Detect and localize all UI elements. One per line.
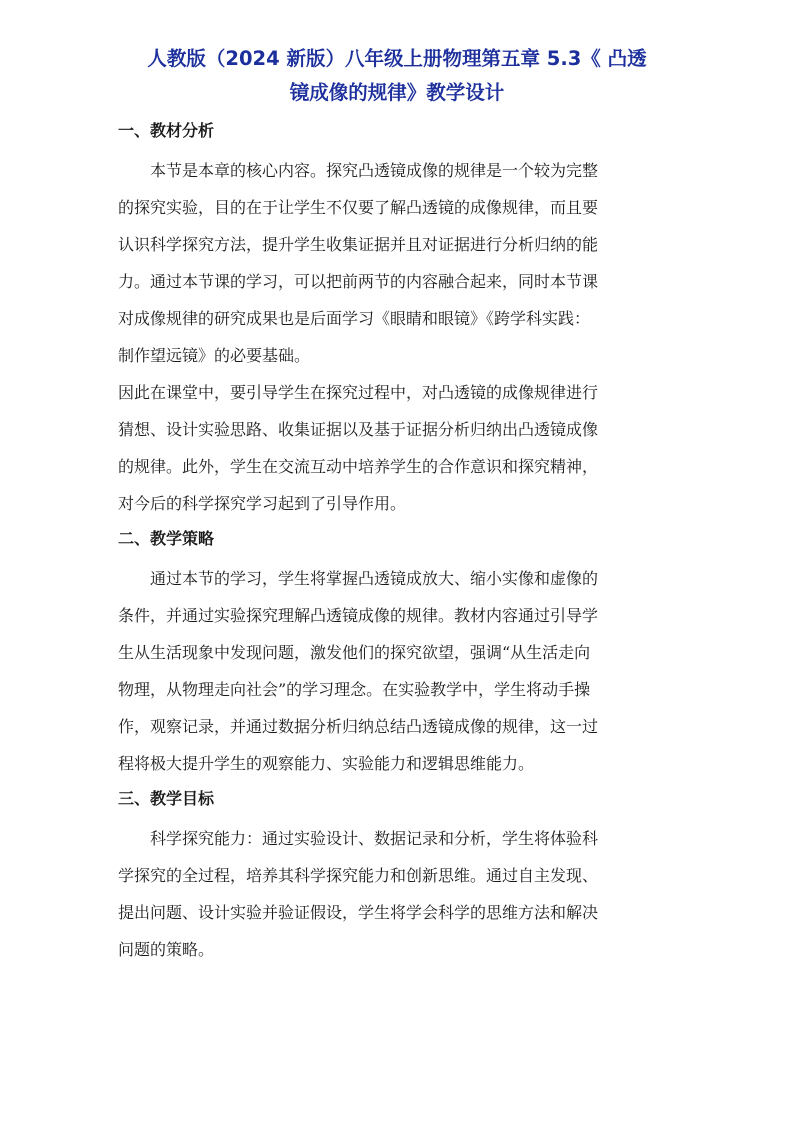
text-line: 对成像规律的研究成果也是后面学习《眼睛和眼镜》《跨学科实践：: [118, 309, 591, 328]
text-line: 的探究实验，目的在于让学生不仅要了解凸透镜的成像规律，而且要: [118, 198, 599, 217]
text-line: 科学探究能力：通过实验设计、数据记录和分析，学生将体验科: [150, 829, 599, 848]
text-line: 因此在课堂中，要引导学生在探究过程中，对凸透镜的成像规律进行: [118, 383, 599, 402]
paragraph: [118, 152, 676, 374]
title-line-2: 镜成像的规律》教学设计: [289, 81, 505, 104]
paragraph: [118, 374, 676, 522]
text-line: 提出问题、设计实验并验证假设，学生将学会科学的思维方法和解决: [118, 903, 599, 922]
text-line: 物理，从物理走向社会”的学习理念。在实验教学中，学生将动手操: [118, 680, 591, 699]
text-line: 力。通过本节课的学习，可以把前两节的内容融合起来，同时本节课: [118, 272, 599, 291]
section-heading-textbook-analysis: 一、教材分析: [118, 121, 215, 140]
document-title: [118, 42, 676, 110]
text-line: 的规律。此外，学生在交流互动中培养学生的合作意识和探究精神，: [118, 457, 599, 476]
title-line-1: 人教版（2024 新版）八年级上册物理第五章 5.3《 凸透: [147, 47, 647, 70]
text-line: 程将极大提升学生的观察能力、实验能力和逻辑思维能力。: [118, 754, 535, 773]
text-line: 问题的策略。: [118, 940, 215, 959]
text-line: 制作望远镜》的必要基础。: [118, 346, 311, 365]
text-line: 学探究的全过程，培养其科学探究能力和创新思维。通过自主发现、: [118, 866, 599, 885]
text-line: 生从生活现象中发现问题，激发他们的探究欲望，强调“从生活走向: [118, 643, 591, 662]
text-line: 本节是本章的核心内容。探究凸透镜成像的规律是一个较为完整: [150, 161, 599, 180]
text-line: 猜想、设计实验思路、收集证据以及基于证据分析归纳出凸透镜成像: [118, 420, 599, 439]
text-line: 条件，并通过实验探究理解凸透镜成像的规律。教材内容通过引导学: [118, 606, 599, 625]
text-line: 通过本节的学习，学生将掌握凸透镜成放大、缩小实像和虚像的: [150, 569, 599, 588]
text-line: 认识科学探究方法，提升学生收集证据并且对证据进行分析归纳的能: [118, 235, 599, 254]
text-line: 对今后的科学探究学习起到了引导作用。: [118, 494, 407, 513]
paragraph: [118, 820, 676, 968]
paragraph: [118, 560, 676, 782]
section-heading-teaching-goals: 三、教学目标: [118, 789, 215, 808]
section-heading-teaching-strategy: 二、教学策略: [118, 529, 215, 548]
text-line: 作，观察记录，并通过数据分析归纳总结凸透镜成像的规律，这一过: [118, 717, 599, 736]
